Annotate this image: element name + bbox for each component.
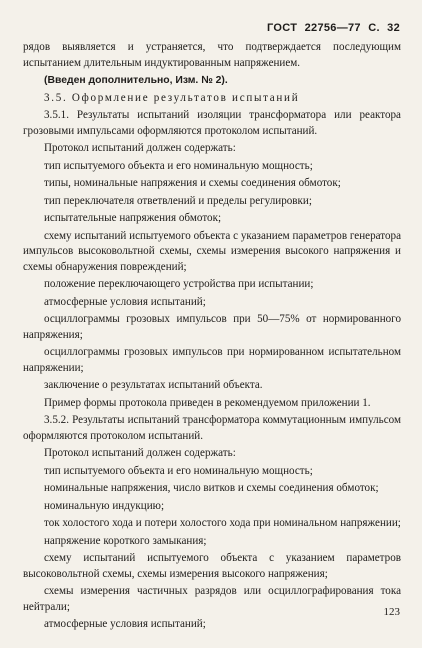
paragraph: ток холостого хода и потери холостого хода при номинальном напряжении;	[44, 517, 401, 529]
paragraph: схему испытаний испытуемого объекта с указанием параметров высоковольтной схемы, схемы измерения высокого напряжения;	[23, 552, 401, 580]
paragraph: напряжение короткого замыкания;	[44, 534, 207, 547]
page-header: ГОСТ 22756—77 С. 32	[267, 22, 400, 34]
paragraph: номинальные напряжения, число витков и схемы соединения обмоток;	[44, 482, 379, 494]
paragraph: 3.5. Оформление результатов испытаний	[44, 91, 300, 104]
paragraph: 3.5.2. Результаты испытаний трансформатора коммутационным импульсом оформляются протоколом испытаний.	[23, 414, 401, 442]
paragraph: осциллограммы грозовых импульсов при 50—75% от нормированного напряжения;	[23, 313, 401, 341]
paragraph: номинальную индукцию;	[44, 499, 165, 512]
paragraph: 3.5.1. Результаты испытаний изоляции трансформатора или реактора грозовыми импульсами оформляются протоколом испытаний.	[23, 109, 401, 137]
paragraph: схемы измерения частичных разрядов или осциллографирования тока нейтрали;	[23, 585, 401, 613]
paragraph: Протокол испытаний должен содержать:	[44, 142, 236, 154]
paragraph: (Введен дополнительно, Изм. № 2).	[44, 75, 228, 86]
paragraph: атмосферные условия испытаний;	[44, 295, 206, 308]
document-body	[23, 40, 401, 635]
paragraph: тип испытуемого объекта и его номинальную мощность;	[44, 159, 313, 172]
paragraph: Пример формы протокола приведен в рекомендуемом приложении 1.	[44, 396, 371, 409]
paragraph: рядов выявляется и устраняется, что подтверждается последующим испытанием длительным индуктированным напряжением.	[23, 41, 401, 69]
paragraph: атмосферные условия испытаний;	[44, 618, 206, 630]
paragraph: тип испытуемого объекта и его номинальную мощность;	[44, 464, 313, 477]
paragraph: типы, номинальные напряжения и схемы соединения обмоток;	[44, 177, 341, 189]
paragraph: положение переключающего устройства при испытании;	[44, 278, 314, 290]
page-number: 123	[383, 606, 400, 618]
paragraph: осциллограммы грозовых импульсов при нормированном испытательном напряжении;	[23, 346, 401, 374]
paragraph: схему испытаний испытуемого объекта с указанием параметров генератора импульсов высоковольтной схемы, схемы измерения высокого напряжения и схемы обнаружения повреждений;	[23, 229, 401, 273]
paragraph: испытательные напряжения обмоток;	[44, 212, 222, 224]
paragraph: тип переключателя ответвлений и пределы регулировки;	[44, 194, 312, 207]
paragraph: Протокол испытаний должен содержать:	[44, 447, 236, 459]
paragraph: заключение о результатах испытаний объекта.	[44, 379, 263, 391]
